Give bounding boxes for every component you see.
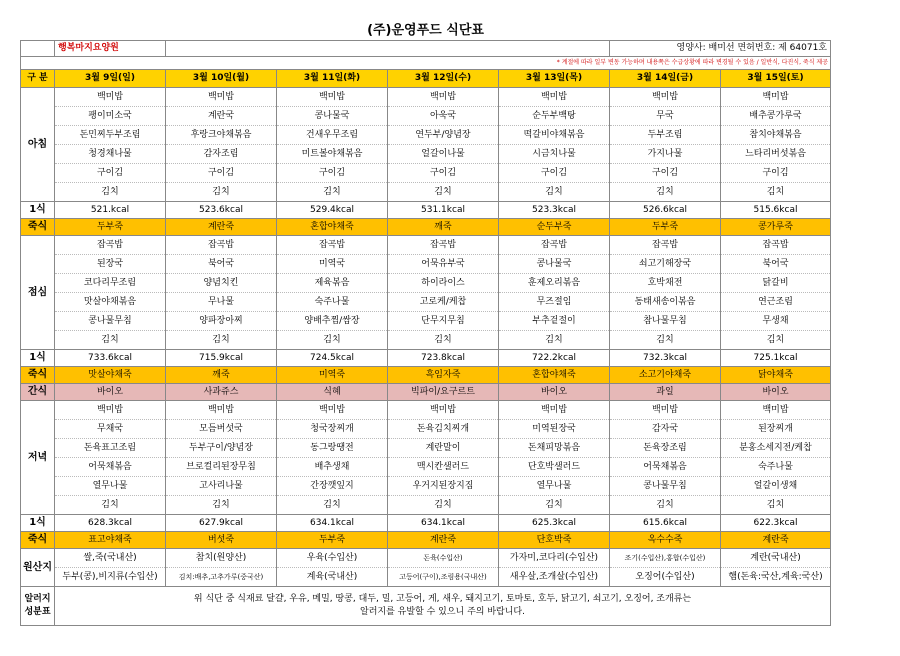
origin-item: 참치(원양산)	[166, 549, 277, 568]
day-header: 3월 13일(목)	[499, 70, 610, 88]
menu-item: 김치	[388, 331, 499, 350]
menu-item: 백미밥	[277, 88, 388, 107]
juk-item: 두부죽	[610, 219, 721, 236]
menu-item: 김치	[55, 496, 166, 515]
kcal-value: 628.3kcal	[55, 515, 166, 532]
menu-item: 단무지무침	[388, 312, 499, 331]
juk-item: 소고기야채죽	[610, 367, 721, 384]
menu-item: 얼갈이생채	[721, 477, 831, 496]
menu-item: 북어국	[721, 255, 831, 274]
menu-item: 모듬버섯국	[166, 420, 277, 439]
juk-item: 계란죽	[388, 532, 499, 549]
menu-item: 잡곡밥	[277, 236, 388, 255]
menu-item: 양념치킨	[166, 274, 277, 293]
menu-item: 구이김	[277, 164, 388, 183]
snack-label: 간식	[21, 384, 55, 401]
menu-item: 무채국	[55, 420, 166, 439]
origin-item: 고등어(구이),조림용(국내산)	[388, 568, 499, 587]
menu-item: 후랑크야채볶음	[166, 126, 277, 145]
origin-item: 조기(수입산),홍합(수입산)	[610, 549, 721, 568]
menu-item: 숙주나물	[277, 293, 388, 312]
menu-item: 돈육장조림	[610, 439, 721, 458]
menu-item: 백미밥	[388, 401, 499, 420]
day-header: 3월 9일(일)	[55, 70, 166, 88]
menu-item: 제육볶음	[277, 274, 388, 293]
menu-item: 된장국	[55, 255, 166, 274]
kcal-value: 615.6kcal	[610, 515, 721, 532]
day-header: 3월 10일(월)	[166, 70, 277, 88]
menu-item: 쇠고기해장국	[610, 255, 721, 274]
notice-text: * 계절에 따라 일부 변동 가능하며 내용쪽은 수급상황에 따라 변경될 수 있음 / 일반식, 다진식, 죽식 제공	[21, 57, 831, 70]
menu-item: 떡갈비야채볶음	[499, 126, 610, 145]
juk-item: 순두부죽	[499, 219, 610, 236]
menu-item: 배추콩가루국	[721, 107, 831, 126]
menu-item: 계란국	[166, 107, 277, 126]
snack-item: 바이오	[55, 384, 166, 401]
menu-item: 참나물무침	[610, 312, 721, 331]
juk-item: 계란죽	[166, 219, 277, 236]
menu-item: 구이김	[55, 164, 166, 183]
menu-item: 숙주나물	[721, 458, 831, 477]
menu-item: 김치	[166, 183, 277, 202]
menu-item: 훈제오리볶음	[499, 274, 610, 293]
menu-item: 양파장아찌	[166, 312, 277, 331]
menu-item: 북어국	[166, 255, 277, 274]
kcal-value: 515.6kcal	[721, 202, 831, 219]
menu-item: 백미밥	[166, 401, 277, 420]
menu-item: 된장찌개	[721, 420, 831, 439]
meal-label-breakfast: 아침	[21, 88, 55, 202]
menu-item: 청경채나물	[55, 145, 166, 164]
menu-item: 김치	[166, 331, 277, 350]
origin-item: 오징어(수입산)	[610, 568, 721, 587]
kcal-value: 526.6kcal	[610, 202, 721, 219]
menu-item: 백미밥	[499, 88, 610, 107]
menu-item: 동그랑땡전	[277, 439, 388, 458]
juk-label: 죽식	[21, 367, 55, 384]
juk-label: 죽식	[21, 219, 55, 236]
menu-item: 김치	[55, 331, 166, 350]
juk-item: 혼합야채죽	[499, 367, 610, 384]
menu-item: 고사리나물	[166, 477, 277, 496]
menu-item: 김치	[721, 183, 831, 202]
menu-item: 얼갈이나물	[388, 145, 499, 164]
menu-item: 김치	[610, 183, 721, 202]
menu-item: 김치	[55, 183, 166, 202]
menu-item: 김치	[721, 331, 831, 350]
menu-item: 콩나물국	[499, 255, 610, 274]
origin-label: 원산지	[21, 549, 55, 587]
origin-item: 새우살,조개살(수입산)	[499, 568, 610, 587]
menu-item: 콩나물무침	[610, 477, 721, 496]
origin-item: 햄(돈육:국산,계육:국산)	[721, 568, 831, 587]
menu-item: 백미밥	[166, 88, 277, 107]
menu-item: 김치	[388, 496, 499, 515]
juk-item: 깨죽	[388, 219, 499, 236]
origin-item: 돈육(수입산)	[388, 549, 499, 568]
kcal-label: 1식	[21, 350, 55, 367]
menu-item: 김치	[721, 496, 831, 515]
menu-item: 배추생채	[277, 458, 388, 477]
kcal-value: 722.2kcal	[499, 350, 610, 367]
menu-item: 김치	[499, 183, 610, 202]
menu-item: 청국장찌개	[277, 420, 388, 439]
menu-item: 돈채피망볶음	[499, 439, 610, 458]
menu-item: 구이김	[721, 164, 831, 183]
menu-item: 잡곡밥	[388, 236, 499, 255]
menu-item: 김치	[166, 496, 277, 515]
kcal-value: 529.4kcal	[277, 202, 388, 219]
menu-item: 김치	[388, 183, 499, 202]
menu-item: 구이김	[166, 164, 277, 183]
menu-item: 호박채전	[610, 274, 721, 293]
kcal-value: 622.3kcal	[721, 515, 831, 532]
juk-item: 두부죽	[55, 219, 166, 236]
snack-item: 사과쥬스	[166, 384, 277, 401]
menu-item: 시금치나물	[499, 145, 610, 164]
juk-item: 혼합야채죽	[277, 219, 388, 236]
juk-item: 깨죽	[166, 367, 277, 384]
allergy-label	[21, 587, 55, 626]
menu-item: 우거지된장지짐	[388, 477, 499, 496]
menu-item: 열무나물	[55, 477, 166, 496]
allergy-line1: 위 식단 중 식재료 달걀, 우유, 메밀, 땅콩, 대두, 밀, 고등어, 게, 새우, 돼지고기, 토마토, 호두, 닭고기, 쇠고기, 오징어, 조개류는	[193, 593, 692, 604]
allergy-line2: 알러지를 유발할 수 있으니 주의 바랍니다.	[360, 607, 525, 617]
menu-item: 참치야채볶음	[721, 126, 831, 145]
menu-item: 백미밥	[388, 88, 499, 107]
juk-item: 미역죽	[277, 367, 388, 384]
menu-item: 감자국	[610, 420, 721, 439]
nutritionist-info: 영양사: 배미선 면허번호: 제 64071호	[610, 41, 831, 57]
menu-item: 백미밥	[55, 88, 166, 107]
menu-item: 팽이미소국	[55, 107, 166, 126]
menu-item: 동태새송이볶음	[610, 293, 721, 312]
juk-item: 두부죽	[277, 532, 388, 549]
menu-item: 양배추찜/쌈장	[277, 312, 388, 331]
menu-item: 어묵유부국	[388, 255, 499, 274]
menu-item: 맛살야채볶음	[55, 293, 166, 312]
kcal-label: 1식	[21, 202, 55, 219]
menu-item: 무국	[610, 107, 721, 126]
menu-item: 무즈절임	[499, 293, 610, 312]
menu-item: 두부구이/양념장	[166, 439, 277, 458]
origin-item: 두부(콩),비지류(수입산)	[55, 568, 166, 587]
menu-item: 백미밥	[55, 401, 166, 420]
menu-item: 잡곡밥	[610, 236, 721, 255]
menu-item: 백미밥	[610, 401, 721, 420]
kcal-value: 531.1kcal	[388, 202, 499, 219]
menu-item: 가지나물	[610, 145, 721, 164]
allergy-label-line2: 성분표	[24, 607, 51, 617]
facility-name: 행복마지요양원	[55, 41, 166, 57]
menu-item: 감자조림	[166, 145, 277, 164]
origin-item: 쌀,죽(국내산)	[55, 549, 166, 568]
kcal-value: 634.1kcal	[277, 515, 388, 532]
menu-table	[20, 20, 831, 626]
menu-item: 느타리버섯볶음	[721, 145, 831, 164]
menu-item: 닭갈비	[721, 274, 831, 293]
kcal-value: 724.5kcal	[277, 350, 388, 367]
day-header: 3월 12일(수)	[388, 70, 499, 88]
day-header: 3월 15일(토)	[721, 70, 831, 88]
menu-item: 김치	[610, 331, 721, 350]
menu-item: 분홍소세지전/케찹	[721, 439, 831, 458]
snack-item: 과일	[610, 384, 721, 401]
menu-item: 어묵채볶음	[55, 458, 166, 477]
menu-item: 미트볼야채볶음	[277, 145, 388, 164]
menu-item: 아욱국	[388, 107, 499, 126]
menu-item: 백미밥	[277, 401, 388, 420]
menu-item: 잡곡밥	[499, 236, 610, 255]
menu-item: 구이김	[499, 164, 610, 183]
allergy-text	[55, 587, 831, 626]
menu-item: 돈민찌두부조림	[55, 126, 166, 145]
menu-item: 연두부/양념장	[388, 126, 499, 145]
menu-item: 미역된장국	[499, 420, 610, 439]
snack-item: 바이오	[499, 384, 610, 401]
menu-item: 김치	[277, 496, 388, 515]
origin-item: 우육(수입산)	[277, 549, 388, 568]
menu-item: 구이김	[388, 164, 499, 183]
juk-item: 버섯죽	[166, 532, 277, 549]
menu-item: 잡곡밥	[721, 236, 831, 255]
meal-label-dinner: 저녁	[21, 401, 55, 515]
menu-item: 고로케/케찹	[388, 293, 499, 312]
header-label: 구 분	[21, 70, 55, 88]
origin-item: 계육(국내산)	[277, 568, 388, 587]
menu-item: 코다리무조림	[55, 274, 166, 293]
menu-item: 백미밥	[721, 401, 831, 420]
menu-item: 콩나물무침	[55, 312, 166, 331]
snack-item: 바이오	[721, 384, 831, 401]
snack-item: 식혜	[277, 384, 388, 401]
menu-item: 구이김	[610, 164, 721, 183]
menu-item: 잡곡밥	[166, 236, 277, 255]
juk-item: 계란죽	[721, 532, 831, 549]
kcal-value: 725.1kcal	[721, 350, 831, 367]
menu-item: 두부조림	[610, 126, 721, 145]
menu-item: 열무나물	[499, 477, 610, 496]
juk-item: 옥수수죽	[610, 532, 721, 549]
allergy-label-line1: 알러지	[24, 593, 51, 604]
juk-item: 맛살야채죽	[55, 367, 166, 384]
menu-item: 돈육표고조림	[55, 439, 166, 458]
juk-label: 죽식	[21, 532, 55, 549]
juk-item: 흑임자죽	[388, 367, 499, 384]
kcal-value: 523.3kcal	[499, 202, 610, 219]
juk-item: 콩가루죽	[721, 219, 831, 236]
origin-item: 가자미,코다리(수입산)	[499, 549, 610, 568]
blank-cell	[21, 41, 55, 57]
kcal-value: 627.9kcal	[166, 515, 277, 532]
menu-item: 미역국	[277, 255, 388, 274]
menu-sheet	[20, 20, 830, 626]
menu-item: 콩나물국	[277, 107, 388, 126]
menu-item: 계란말이	[388, 439, 499, 458]
menu-item: 백미밥	[610, 88, 721, 107]
menu-item: 부추겉절이	[499, 312, 610, 331]
menu-item: 연근조림	[721, 293, 831, 312]
menu-item: 맥시칸샐러드	[388, 458, 499, 477]
kcal-value: 634.1kcal	[388, 515, 499, 532]
page-title: (주)운영푸드 식단표	[367, 22, 484, 38]
menu-item: 백미밥	[499, 401, 610, 420]
kcal-value: 733.6kcal	[55, 350, 166, 367]
menu-item: 무나물	[166, 293, 277, 312]
menu-item: 간장깻잎지	[277, 477, 388, 496]
menu-item: 김치	[499, 331, 610, 350]
menu-item: 김치	[610, 496, 721, 515]
kcal-value: 521.kcal	[55, 202, 166, 219]
origin-item: 김치:배추,고추가루(중국산)	[166, 568, 277, 587]
menu-item: 순두부백탕	[499, 107, 610, 126]
juk-item: 단호박죽	[499, 532, 610, 549]
menu-item: 어묵채볶음	[610, 458, 721, 477]
menu-item: 김치	[277, 183, 388, 202]
kcal-value: 732.3kcal	[610, 350, 721, 367]
menu-item: 김치	[277, 331, 388, 350]
blank-cell	[166, 41, 610, 57]
menu-item: 백미밥	[721, 88, 831, 107]
day-header: 3월 11일(화)	[277, 70, 388, 88]
kcal-value: 625.3kcal	[499, 515, 610, 532]
menu-item: 하이라이스	[388, 274, 499, 293]
kcal-value: 723.8kcal	[388, 350, 499, 367]
meal-label-lunch: 점심	[21, 236, 55, 350]
menu-item: 돈육김치찌개	[388, 420, 499, 439]
day-header: 3월 14일(금)	[610, 70, 721, 88]
menu-item: 무생채	[721, 312, 831, 331]
menu-item: 김치	[499, 496, 610, 515]
menu-item: 건새우무조림	[277, 126, 388, 145]
origin-item: 계란(국내산)	[721, 549, 831, 568]
menu-item: 잡곡밥	[55, 236, 166, 255]
kcal-label: 1식	[21, 515, 55, 532]
menu-item: 단호박샐러드	[499, 458, 610, 477]
snack-item: 빅파이/요구르트	[388, 384, 499, 401]
juk-item: 표고야채죽	[55, 532, 166, 549]
juk-item: 닭야채죽	[721, 367, 831, 384]
kcal-value: 715.9kcal	[166, 350, 277, 367]
menu-item: 브로컬리된장무침	[166, 458, 277, 477]
kcal-value: 523.6kcal	[166, 202, 277, 219]
